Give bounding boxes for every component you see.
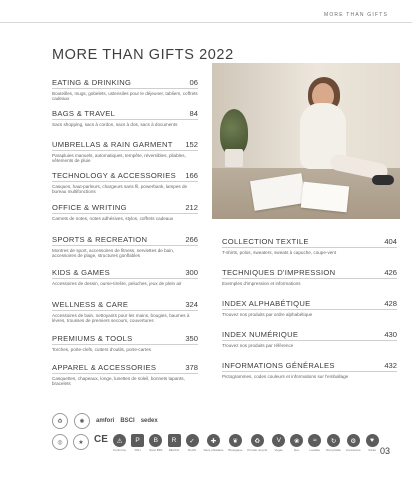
recycled-icon: ♻: [251, 434, 264, 447]
toc-entry-title: INDEX NUMÉRIQUE: [222, 330, 299, 339]
toc-entry[interactable]: [222, 330, 397, 348]
toc-entry-title: COLLECTION TEXTILE: [222, 237, 309, 246]
pictogram: ❀ Eco: [290, 434, 303, 452]
toc-entry-desc: Torches, porte-clefs, cutters d'outils, porte-cartes: [52, 347, 151, 352]
toc-entry-desc: Bouteilles, mugs, gobelets, ustensiles pour le déjeuner, tabliers, coffrets cadeaux: [52, 91, 198, 102]
toc-entry[interactable]: [52, 363, 198, 387]
bpa-free-icon: B: [149, 434, 162, 447]
toc-entry-page: 378: [185, 363, 198, 372]
vegan-icon: V: [272, 434, 285, 447]
leaf-icon: ❦: [229, 434, 242, 447]
sedex-logo: sedex: [140, 418, 158, 424]
toc-entry[interactable]: [52, 300, 198, 324]
toc-entry-title: UMBRELLAS & RAIN GARMENT: [52, 140, 173, 149]
toc-entry-desc: Casquettes, chapeaux, longe, lunettes de soleil, bonnets tapants, bracelets: [52, 376, 185, 387]
recyclable-icon: ↻: [327, 434, 340, 447]
toc-entry[interactable]: [222, 268, 397, 286]
pictogram: ✓ RoHS: [186, 434, 199, 452]
running-head: MORE THAN GIFTS: [323, 12, 388, 18]
photo-paper: [301, 182, 349, 213]
toc-entry-page: 266: [185, 235, 198, 244]
toc-entry-desc: Casques, haut-parleurs, chargeurs sans fil, powerbank, lampes de bureau multifonctions: [52, 184, 188, 195]
amfori-logo: amfori: [96, 418, 115, 424]
toc-entry-page: 350: [185, 334, 198, 343]
toc-entry-title: TECHNIQUES D'IMPRESSION: [222, 268, 336, 277]
ce-mark: CE: [94, 434, 108, 445]
phthalate-free-icon: ✚: [207, 434, 220, 447]
toc-entry-page: 432: [384, 361, 397, 370]
toc-entry-page: 06: [189, 78, 198, 87]
toc-entry-desc: Exemples d'impression et informations: [222, 281, 301, 286]
pah-icon: P: [131, 434, 144, 447]
toc-entry[interactable]: [52, 140, 198, 164]
toc-entry-page: 426: [384, 268, 397, 277]
pictogram: ≈ Lavable: [308, 434, 321, 452]
toc-entry-title: TECHNOLOGY & ACCESSORIES: [52, 171, 176, 180]
pictogram-row: [52, 434, 379, 452]
pictogram: ↻ Recyclable: [326, 434, 341, 452]
toc-entry[interactable]: [52, 235, 198, 259]
toc-entry-desc: Pictogrammes, codes couleurs et informations sur l'emballage: [222, 374, 349, 379]
toc-entry-page: 428: [384, 299, 397, 308]
toc-entry-title: INFORMATIONS GÉNÉRALES: [222, 361, 335, 370]
hero-photo: [212, 63, 400, 219]
star-badge-icon: ★: [73, 434, 89, 450]
page-title: MORE THAN GIFTS 2022: [52, 46, 234, 63]
toc-entry-title: BAGS & TRAVEL: [52, 109, 116, 118]
toc-entry-desc: T-shirts, polos, sweaters, sweats à capuche, coupe-vent: [222, 250, 337, 255]
photo-pot: [225, 149, 243, 167]
toc-entry[interactable]: [52, 109, 198, 127]
toc-entry-desc: Carnets de notes, notes adhésives, stylos, coffrets cadeaux: [52, 216, 174, 221]
toc-entry-page: 404: [384, 237, 397, 246]
toc-entry-page: 152: [185, 140, 198, 149]
bsci-logo: BSCI: [120, 418, 135, 424]
pictogram: R REACH: [168, 434, 181, 452]
toc-entry-page: 324: [185, 300, 198, 309]
toc-entry-desc: Accessoires de dessin, ourse-tirelire, peluches, jeux de plein air: [52, 281, 182, 286]
warning-icon: ⚠: [113, 434, 126, 447]
recycle-icon: ♻: [52, 413, 68, 429]
toc-entry-title: APPAREL & ACCESSORIES: [52, 363, 157, 372]
toc-entry-desc: Accessoires de bain, nettoyants pour les mains, bougies, baumes à lèvres, trousses de premiers secours, couvertures: [52, 313, 190, 324]
toc-entry-title: EATING & DRINKING: [52, 78, 132, 87]
toc-entry-page: 430: [384, 330, 397, 339]
toc-entry-title: OFFICE & WRITING: [52, 203, 127, 212]
pictogram: ⚙ Accessoire: [346, 434, 361, 452]
iso-icon: ◎: [52, 434, 68, 450]
pictogram: ⚠ Conforme: [113, 434, 126, 452]
seal-icon: ✺: [74, 413, 90, 429]
toc-entry[interactable]: [222, 237, 397, 255]
pictogram: ♻ Produit recyclé: [247, 434, 267, 452]
pictogram: ✚ Sans phtalates: [204, 434, 224, 452]
reach-icon: R: [168, 434, 181, 447]
certification-logos: [52, 411, 158, 431]
toc-entry-title: SPORTS & RECREATION: [52, 235, 148, 244]
toc-entry-title: WELLNESS & CARE: [52, 300, 129, 309]
toc-entry[interactable]: [222, 361, 397, 379]
toc-entry-title: KIDS & GAMES: [52, 268, 111, 277]
toc-entry[interactable]: [52, 334, 198, 352]
accessory-icon: ⚙: [347, 434, 360, 447]
toc-entry[interactable]: [52, 268, 198, 286]
toc-entry-desc: Parapluies manuels, automatiques, tempête, réversibles, pliables, vêtements de pluie: [52, 153, 186, 164]
header-rule: [0, 22, 412, 23]
pictogram: ♥ Santé: [366, 434, 379, 452]
toc-entry[interactable]: [52, 171, 198, 195]
washable-icon: ≈: [308, 434, 321, 447]
toc-entry-title: INDEX ALPHABÉTIQUE: [222, 299, 311, 308]
eco-icon: ❀: [290, 434, 303, 447]
toc-entry[interactable]: [222, 299, 397, 317]
toc-entry-desc: Trouvez nos produits par référence: [222, 343, 294, 348]
page-number: 03: [379, 446, 390, 456]
toc-entry-desc: Trouvez nos produits par ordre alphabétique: [222, 312, 313, 317]
toc-entry-page: 84: [189, 109, 198, 118]
toc-entry-page: 300: [185, 268, 198, 277]
toc-entry-title: PREMIUMS & TOOLS: [52, 334, 133, 343]
pictogram: V Vegan: [272, 434, 285, 452]
toc-entry-page: 166: [185, 171, 198, 180]
photo-shoe: [372, 175, 394, 185]
health-icon: ♥: [366, 434, 379, 447]
toc-entry[interactable]: [52, 78, 198, 102]
pictogram: P PAH: [131, 434, 144, 452]
pictogram: ❦ Biologique: [228, 434, 242, 452]
pictogram: B Sans BPA: [149, 434, 162, 452]
toc-entry-page: 212: [185, 203, 198, 212]
rohs-icon: ✓: [186, 434, 199, 447]
toc-entry-desc: Sacs shopping, sacs à cordon, sacs à dos, sacs à documents: [52, 122, 178, 127]
toc-entry-desc: Montres de sport, accessoires de fitness, serviettes de bain, accessoires de plage, structures gonflables: [52, 248, 175, 259]
toc-entry[interactable]: [52, 203, 198, 221]
